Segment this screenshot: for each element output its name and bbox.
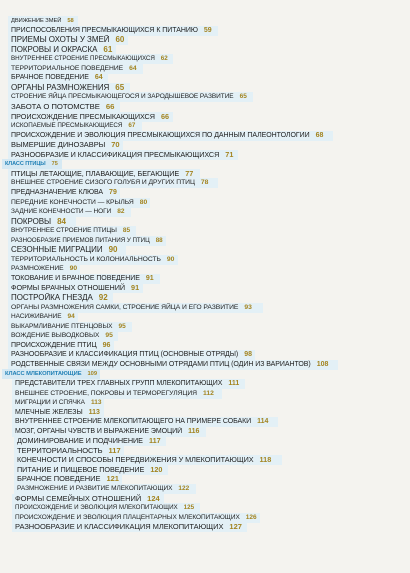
toc-entry-page-number: 82 <box>117 208 125 215</box>
toc-entry <box>8 150 238 160</box>
toc-entry-title: СТРОЕНИЕ ЯЙЦА ПРЕСМЫКАЮЩЕГОСЯ И ЗАРОДЫШЕВОЕ РАЗВИТИЕ <box>11 93 234 101</box>
toc-entry <box>12 408 104 418</box>
toc-entry-title: БРАЧНОЕ ПОВЕДЕНИЕ <box>11 74 89 82</box>
toc-entry-title: ВНЕШНЕЕ СТРОЕНИЕ СИЗОГО ГОЛУБЯ И ДРУГИХ ПТИЦ <box>11 179 195 187</box>
toc-entry <box>8 341 114 351</box>
toc-entry-title: ПОКРОВЫ И ОКРАСКА <box>11 44 98 54</box>
toc-entry-page-number: 65 <box>115 82 125 92</box>
toc-entry-title: ВЫМЕРШИЕ ДИНОЗАВРЫ <box>11 140 106 150</box>
toc-entry-title: ПРЕДНАЗНАЧЕНИЕ КЛЮВА <box>11 188 104 196</box>
toc-entry-page-number: 125 <box>183 504 195 512</box>
toc-entry-page-number: 80 <box>139 198 148 206</box>
toc-entry <box>12 379 245 389</box>
toc-entry-page-number: 58 <box>67 18 74 24</box>
toc-entry <box>8 331 118 341</box>
toc-entry <box>8 92 253 102</box>
toc-entry-title: РОДСТВЕННЫЕ СВЯЗИ МЕЖДУ ОСНОВНЫМИ ОТРЯДАМИ ПТИЦ (ОДИН ИЗ ВАРИАНТОВ) <box>11 360 311 368</box>
toc-entry-title: РАЗНООБРАЗИЕ И КЛАССИФИКАЦИЯ ПТИЦ (ОСНОВНЫЕ ОТРЯДЫ) <box>11 351 239 359</box>
toc-section-header <box>2 159 62 169</box>
toc-entry <box>8 312 78 322</box>
toc-entry-title: ТЕРРИТОРИАЛЬНОСТЬ И КОЛОНИАЛЬНОСТЬ <box>11 255 161 263</box>
toc-entry-page-number: 112 <box>202 389 214 397</box>
toc-entry <box>8 45 116 55</box>
toc-entry-title: ДВИЖЕНИЕ ЗМЕЙ <box>11 18 62 24</box>
toc-entry-page-number: 66 <box>105 102 115 111</box>
toc-entry-page-number: 64 <box>94 74 103 82</box>
toc-entry <box>8 274 160 284</box>
toc-entry-page-number: 65 <box>239 93 247 101</box>
toc-entry-page-number: 85 <box>122 227 131 235</box>
toc-entry-page-number: 88 <box>155 236 163 244</box>
toc-entry-page-number: 108 <box>316 360 329 368</box>
toc-entry <box>14 436 166 446</box>
toc-entry-title: БРАЧНОЕ ПОВЕДЕНИЕ <box>17 474 101 484</box>
toc-entry <box>8 73 108 83</box>
toc-entry-page-number: 62 <box>160 55 168 63</box>
toc-entry <box>14 484 196 494</box>
toc-entry-title: ПРОИСХОЖДЕНИЕ ПТИЦ <box>11 341 97 349</box>
toc-entry-page-number: 127 <box>229 522 242 532</box>
toc-entry-page-number: 120 <box>150 464 163 474</box>
toc-entry-page-number: 75 <box>51 161 58 168</box>
toc-entry <box>8 264 80 274</box>
toc-entry-page-number: 95 <box>118 322 126 330</box>
toc-entry <box>12 513 260 523</box>
toc-entry-page-number: 71 <box>225 149 234 159</box>
toc-entry-title: ПОСТРОЙКА ГНЕЗДА <box>11 293 93 302</box>
toc-entry-page-number: 98 <box>244 351 252 359</box>
toc-entry-page-number: 113 <box>88 408 100 416</box>
toc-entry-title: СЕЗОННЫЕ МИГРАЦИИ <box>11 245 103 255</box>
toc-entry-title: ТЕРРИТОРИАЛЬНОЕ ПОВЕДЕНИЕ <box>11 64 124 72</box>
toc-entry-title: ПИТАНИЕ И ПИЩЕВОЕ ПОВЕДЕНИЕ <box>17 464 145 474</box>
toc-entry <box>8 217 76 227</box>
toc-entry-title: ПТИЦЫ ЛЕТАЮЩИЕ, ПЛАВАЮЩИЕ, БЕГАЮЩИЕ <box>11 168 180 178</box>
toc-entry-title: РАЗНООБРАЗИЕ И КЛАССИФИКАЦИЯ МЛЕКОПИТАЮЩИХ <box>15 522 224 532</box>
toc-entry-title: ВЫКАРМЛИВАНИЕ ПТЕНЦОВЫХ <box>11 322 113 330</box>
toc-entry <box>8 140 123 150</box>
toc-entry-title: ОРГАНЫ РАЗМНОЖЕНИЯ САМКИ, СТРОЕНИЕ ЯЙЦА И ЕГО РАЗВИТИЕ <box>11 303 239 311</box>
toc-entry-title: ИСКОПАЕМЫЕ ПРЕСМЫКАЮЩИЕСЯ <box>11 122 123 130</box>
toc-entry <box>8 64 143 74</box>
toc-entry-title: МИГРАЦИИ И СПЯЧКА <box>15 399 85 406</box>
toc-entry-title: ВНУТРЕННЕЕ СТРОЕНИЕ ПРЕСМЫКАЮЩИХСЯ <box>11 55 155 63</box>
toc-entry <box>8 102 120 112</box>
toc-entry-title: КЛАСС МЛЕКОПИТАЮЩИЕ <box>5 371 82 378</box>
toc-entry-page-number: 93 <box>244 303 252 311</box>
toc-entry <box>8 283 143 293</box>
toc-entry-page-number: 61 <box>103 44 113 54</box>
toc-entry-title: ФОРМЫ БРАЧНЫХ ОТНОШЕНИЙ <box>11 283 126 293</box>
toc-entry <box>8 54 173 64</box>
toc-entry <box>14 465 168 475</box>
toc-entry <box>8 169 200 179</box>
toc-entry-page-number: 78 <box>200 179 209 187</box>
toc-entry <box>8 360 338 370</box>
toc-entry-title: ЗАБОТА О ПОТОМСТВЕ <box>11 102 100 111</box>
toc-entry-title: ВНЕШНЕЕ СТРОЕНИЕ, ПОКРОВЫ И ТЕРМОРЕГУЛЯЦИЯ <box>15 389 197 397</box>
toc-entry <box>8 293 113 303</box>
toc-entry <box>8 245 126 255</box>
toc-entry <box>8 303 263 313</box>
toc-entry-title: ВНУТРЕННЕЕ СТРОЕНИЕ ПТИЦЫ <box>11 227 117 235</box>
toc-entry <box>14 446 124 456</box>
toc-entry-title: ВОЖДЕНИЕ ВЫВОДКОВЫХ <box>11 332 100 340</box>
toc-entry <box>8 226 136 236</box>
toc-entry-page-number: 60 <box>115 35 125 45</box>
toc-entry-title: ЗАДНИЕ КОНЕЧНОСТИ — НОГИ <box>11 208 112 215</box>
toc-entry-title: РАЗНООБРАЗИЕ И КЛАССИФИКАЦИЯ ПРЕСМЫКАЮЩИХСЯ <box>11 149 220 159</box>
toc-entry-title: ТЕРРИТОРИАЛЬНОСТЬ <box>17 445 103 455</box>
toc-entry-title: ПРЕДСТАВИТЕЛИ ТРЕХ ГЛАВНЫХ ГРУПП МЛЕКОПИТАЮЩИХ <box>15 379 223 387</box>
toc-entry <box>8 255 178 265</box>
toc-entry-title: МОЗГ, ОРГАНЫ ЧУВСТВ И ВЫРАЖЕНИЕ ЭМОЦИЙ <box>15 427 183 435</box>
toc-entry-page-number: 114 <box>257 418 269 426</box>
toc-entry-page-number: 90 <box>69 265 78 273</box>
toc-entry-page-number: 95 <box>105 332 113 340</box>
toc-entry-page-number: 113 <box>90 399 102 406</box>
toc-entry-page-number: 90 <box>166 255 175 263</box>
toc-entry <box>8 121 142 131</box>
toc-entry-title: РАЗМНОЖЕНИЕ <box>11 265 64 273</box>
toc-entry-title: ПРОИСХОЖДЕНИЕ И ЭВОЛЮЦИЯ ПРЕСМЫКАЮЩИХСЯ ПО ДАННЫМ ПАЛЕОНТОЛОГИИ <box>11 131 310 139</box>
toc-entry-page-number: 64 <box>129 64 137 72</box>
toc-entry <box>8 188 120 198</box>
toc-entry-title: ВНУТРЕННЕЕ СТРОЕНИЕ МЛЕКОПИТАЮЩЕГО НА ПРИМЕРЕ СОБАКИ <box>15 418 252 426</box>
toc-entry <box>14 474 122 484</box>
toc-entry-page-number: 109 <box>87 371 98 378</box>
toc-entry-title: КЛАСС ПТИЦЫ <box>5 161 46 168</box>
toc-entry-page-number: 59 <box>203 26 212 34</box>
toc-entry-page-number: 124 <box>147 493 160 503</box>
toc-entry-title: ПРОИСХОЖДЕНИЕ И ЭВОЛЮЦИЯ МЛЕКОПИТАЮЩИХ <box>15 504 178 512</box>
toc-entry-page-number: 122 <box>178 485 190 492</box>
toc-entry-page-number: 111 <box>228 379 240 387</box>
toc-entry-page-number: 67 <box>128 122 136 130</box>
toc-entry-title: РАЗМНОЖЕНИЕ И РАЗВИТИЕ МЛЕКОПИТАЮЩИХ <box>17 485 173 492</box>
toc-entry <box>8 16 78 26</box>
toc-entry <box>12 389 222 399</box>
toc-entry <box>12 494 164 504</box>
toc-entry <box>8 83 130 93</box>
toc-entry-page-number: 77 <box>185 168 194 178</box>
toc-entry <box>12 417 278 427</box>
toc-entry-page-number: 66 <box>160 111 170 121</box>
toc-entry <box>8 350 255 360</box>
toc-entry-title: ПРИСПОСОБЛЕНИЯ ПРЕСМЫКАЮЩИХСЯ К ПИТАНИЮ <box>11 26 198 34</box>
toc-entry-page-number: 70 <box>111 140 120 150</box>
toc-entry-page-number: 126 <box>245 513 257 521</box>
toc-entry-page-number: 94 <box>67 313 75 321</box>
toc-entry-page-number: 84 <box>57 216 66 226</box>
toc-entry <box>12 398 104 408</box>
toc-entry-title: ФОРМЫ СЕМЕЙНЫХ ОТНОШЕНИЙ <box>15 493 142 503</box>
toc-entry-title: РАЗНООБРАЗИЕ ПРИЕМОВ ПИТАНИЯ У ПТИЦ <box>11 236 150 244</box>
toc-entry <box>8 112 173 122</box>
toc-entry-title: МЛЕЧНЫЕ ЖЕЛЕЗЫ <box>15 408 83 416</box>
toc-entry-page-number: 90 <box>108 245 118 255</box>
toc-entry-page-number: 118 <box>259 455 272 465</box>
toc-entry-page-number: 121 <box>106 474 119 484</box>
toc-entry-page-number: 79 <box>109 188 117 196</box>
toc-entry-title: НАСИЖИВАНИЕ <box>11 313 62 321</box>
toc-entry-title: ОРГАНЫ РАЗМНОЖЕНИЯ <box>11 82 110 92</box>
toc-entry-title: ПЕРЕДНИЕ КОНЕЧНОСТИ — КРЫЛЬЯ <box>11 198 134 206</box>
toc-entry <box>8 131 333 141</box>
toc-entry-page-number: 116 <box>188 427 200 435</box>
toc-entry <box>8 207 131 217</box>
toc-entry <box>12 427 206 437</box>
toc-entry <box>14 455 282 465</box>
toc-entry-title: КОНЕЧНОСТИ И СПОСОБЫ ПЕРЕДВИЖЕНИЯ У МЛЕКОПИТАЮЩИХ <box>17 455 254 465</box>
toc-entry <box>8 322 132 332</box>
toc-entry-page-number: 92 <box>98 293 108 302</box>
toc-entry-page-number: 117 <box>148 436 161 446</box>
toc-entry-page-number: 117 <box>108 445 121 455</box>
toc-entry-title: ДОМИНИРОВАНИЕ И ПОДЧИНЕНИЕ <box>17 436 143 446</box>
toc-entry-page-number: 68 <box>315 131 324 139</box>
toc-entry <box>12 522 247 532</box>
toc-entry <box>8 35 128 45</box>
toc-section-header <box>2 369 100 379</box>
toc-entry <box>8 178 218 188</box>
toc-entry <box>8 198 150 208</box>
toc-entry-page-number: 91 <box>145 274 154 282</box>
toc-entry-title: ТОКОВАНИЕ И БРАЧНОЕ ПОВЕДЕНИЕ <box>11 274 140 282</box>
toc-entry-title: ПРОИСХОЖДЕНИЕ ПРЕСМЫКАЮЩИХСЯ <box>11 111 155 121</box>
toc-entry <box>8 236 166 246</box>
toc-entry-title: ПОКРОВЫ <box>11 216 52 226</box>
toc-entry-page-number: 96 <box>102 341 111 349</box>
toc-entry <box>8 26 218 36</box>
toc-entry-title: ПРОИСХОЖДЕНИЕ И ЭВОЛЮЦИЯ ПЛАЦЕНТАРНЫХ МЛЕКОПИТАЮЩИХ <box>15 513 240 521</box>
toc-entry <box>12 503 200 513</box>
toc-entry-title: ПРИЕМЫ ОХОТЫ У ЗМЕЙ <box>11 35 110 45</box>
toc-entry-page-number: 91 <box>131 283 140 293</box>
